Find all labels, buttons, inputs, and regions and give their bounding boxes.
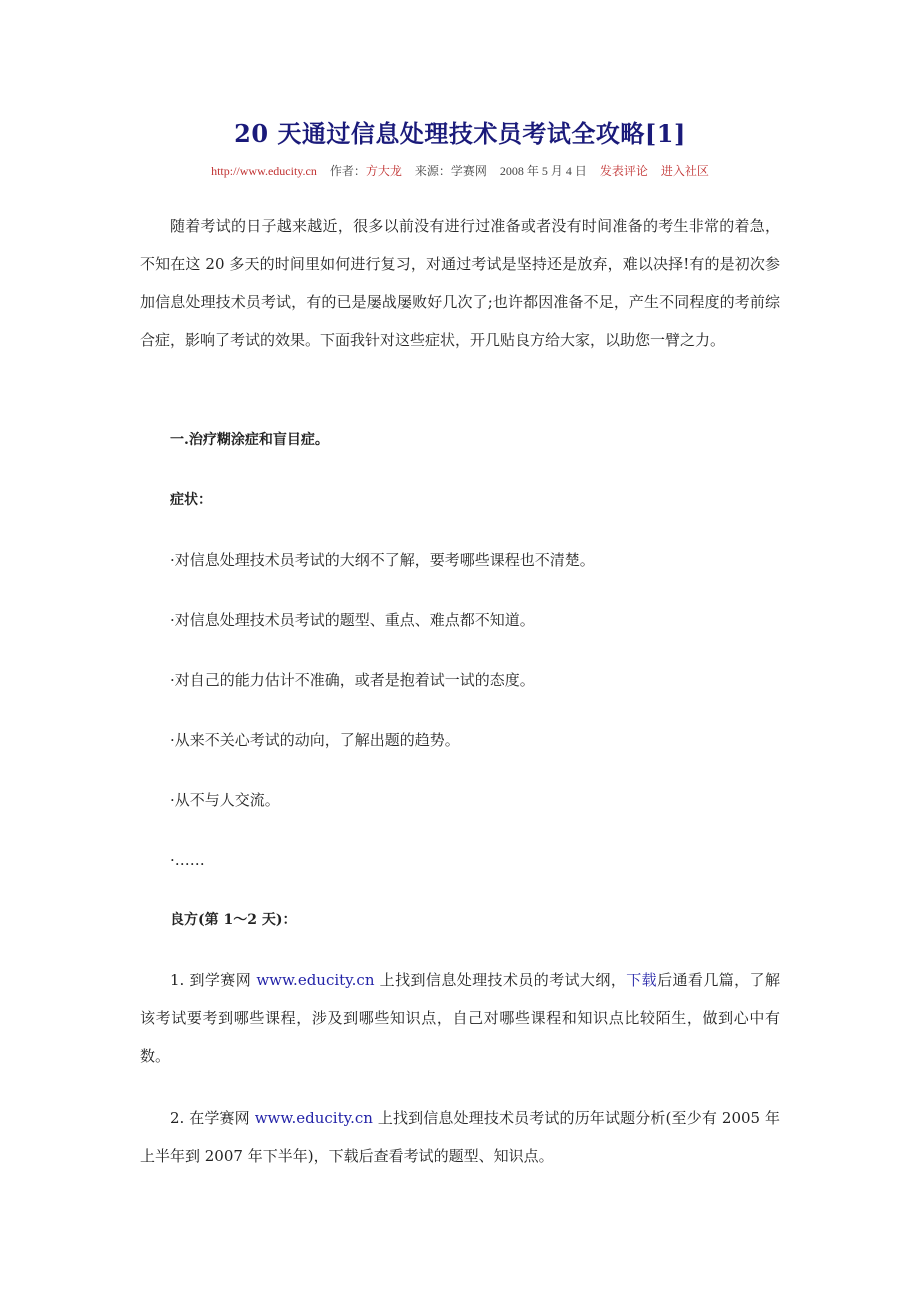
step2-paragraph bbox=[140, 1099, 780, 1175]
educity-link[interactable]: www.educity.cn bbox=[256, 971, 375, 989]
symptom-item: ·对信息处理技术员考试的题型、重点、难点都不知道。 bbox=[170, 611, 535, 629]
step1-paragraph bbox=[140, 961, 780, 1075]
step2-rest: 上找到信息处理技术员考试的历年试题分析(至少有 2005 年上半年到 2007 年下半年)，下载后查看考试的题型、知识点。 bbox=[140, 1109, 780, 1165]
symptom-item: ·…… bbox=[170, 851, 205, 869]
educity-link[interactable]: www.educity.cn bbox=[254, 1109, 373, 1127]
symptom-item: ·对信息处理技术员考试的大纲不了解，要考哪些课程也不清楚。 bbox=[170, 551, 595, 569]
source-url-link[interactable]: http://www.educity.cn bbox=[211, 164, 317, 178]
step1-rest: 后通看几篇，了解该考试要考到哪些课程，涉及到哪些知识点，自己对哪些课程和知识点比较陌生，做到心中有数。 bbox=[140, 971, 780, 1065]
article-title: 20 天通过信息处理技术员考试全攻略[1] bbox=[234, 119, 686, 148]
source-label: 来源：学赛网 bbox=[414, 164, 487, 178]
download-link[interactable]: 下载 bbox=[626, 971, 658, 989]
article-meta bbox=[140, 162, 780, 179]
publish-date: 2008 年 5 月 4 日 bbox=[499, 164, 587, 178]
symptoms-heading: 症状： bbox=[170, 492, 212, 508]
remedy-heading: 良方(第 1～2 天)： bbox=[170, 912, 297, 928]
post-comment-link[interactable]: 发表评论 bbox=[599, 164, 648, 178]
enter-community-link[interactable]: 进入社区 bbox=[660, 164, 709, 178]
step1-prefix: 1. 到学赛网 bbox=[170, 971, 257, 989]
author-label: 作者： bbox=[329, 164, 366, 178]
intro-paragraph: 随着考试的日子越来越近，很多以前没有进行过准备或者没有时间准备的考生非常的着急，不知在这 20 多天的时间里如何进行复习，对通过考试是坚持还是放弃，难以决择!有的是初次参加信息处理技术员考试，有的已是屡战屡败好几次了;也许都因准备不足，产生不同程度的考前综合症，影响了考试的效果。下面我针对这些症状，开几贴良方给大家，以助您一臂之力。 bbox=[140, 217, 780, 349]
symptom-item: ·从来不关心考试的动向，了解出题的趋势。 bbox=[170, 731, 460, 749]
step2-prefix: 2. 在学赛网 bbox=[170, 1109, 255, 1127]
step1-middle: 上找到信息处理技术员的考试大纲， bbox=[374, 971, 627, 989]
author-link[interactable]: 方大龙 bbox=[365, 164, 402, 178]
symptom-item: ·从不与人交流。 bbox=[170, 791, 280, 809]
symptom-item: ·对自己的能力估计不准确，或者是抱着试一试的态度。 bbox=[170, 671, 535, 689]
section1-heading: 一.治疗糊涂症和盲目症。 bbox=[170, 432, 329, 448]
